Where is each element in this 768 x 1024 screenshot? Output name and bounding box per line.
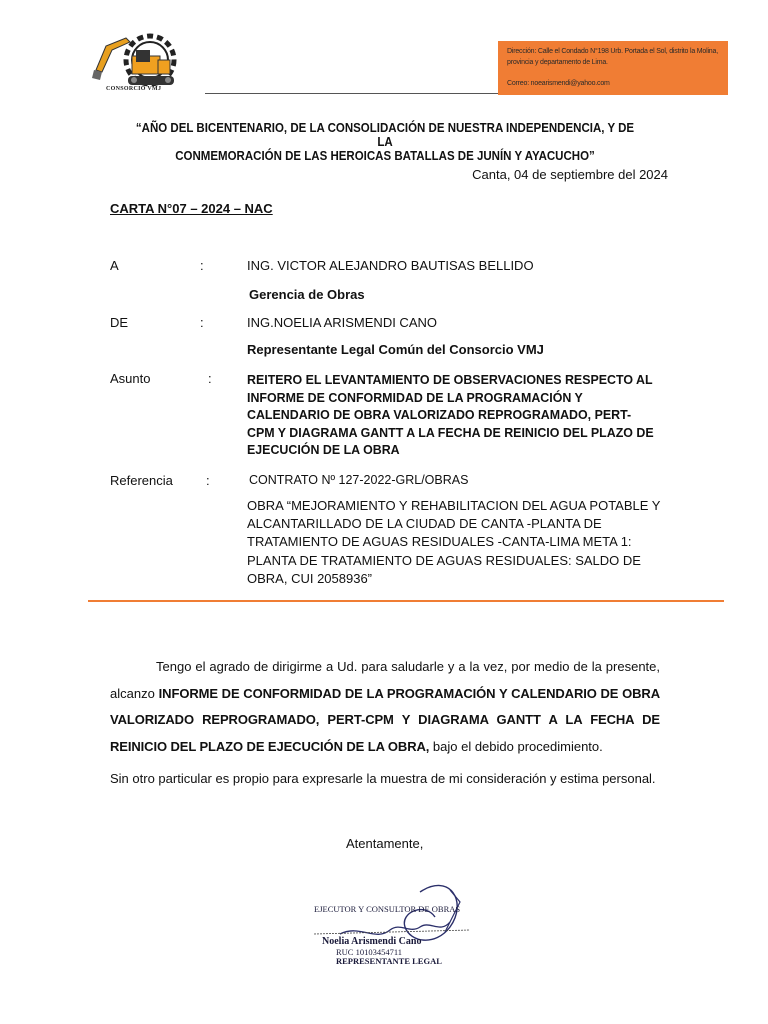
from-value: ING.NOELIA ARISMENDI CANO	[247, 315, 437, 330]
project-description: OBRA “MEJORAMIENTO Y REHABILITACION DEL AGUA POTABLE Y ALCANTARILLADO DE LA CIUDAD DE CANTA -PLANTA DE TRATAMIENTO DE AGUAS RESIDUALES -CANTA-LIMA META 1: PLANTA DE TRATAMIENTO DE AGUAS RESIDUALES: SALDO DE OBRA, CUI 2058936”	[247, 498, 661, 586]
stamp-ruc: RUC 10103454711	[336, 947, 403, 957]
to-value: ING. VICTOR ALEJANDRO BAUTISAS BELLIDO	[247, 258, 534, 273]
body-intro: Tengo el agrado de dirigirme a Ud. para saludarle y a la vez, por medio de la presente, alcanzo	[110, 659, 660, 701]
contact-email: Correo: noearismendi@yahoo.com	[507, 80, 610, 87]
header-divider	[205, 93, 500, 94]
subject-label: Asunto	[110, 371, 151, 386]
letter-number: CARTA N°07 – 2024 – NAC	[110, 201, 273, 216]
stamp-name: Noelia Arismendi Cano	[322, 936, 422, 947]
signature-stamp	[300, 872, 480, 967]
motto-line-1: “AÑO DEL BICENTENARIO, DE LA CONSOLIDACIÓN DE NUESTRA INDEPENDENCIA, Y DE LA	[135, 121, 635, 149]
to-role: Gerencia de Obras	[249, 287, 365, 302]
closing-paragraph: Sin otro particular es propio para expresarle la muestra de mi consideración y estima personal.	[110, 771, 656, 786]
from-colon: :	[200, 315, 204, 330]
contact-province: provincia y departamento de Lima.	[507, 59, 608, 66]
from-role: Representante Legal Común del Consorcio VMJ	[247, 342, 544, 357]
stamp-header: EJECUTOR Y CONSULTOR DE OBRAS	[314, 904, 461, 914]
subject-colon: :	[208, 371, 212, 386]
contact-address: Dirección: Calle el Condado N°198 Urb. Portada el Sol, distrito la Molina,	[507, 48, 718, 55]
reference-label: Referencia	[110, 473, 173, 488]
reference-colon: :	[206, 473, 210, 488]
contact-box	[498, 41, 728, 95]
logo-caption: CONSORCIO VMJ	[106, 86, 162, 92]
body-report-title: INFORME DE CONFORMIDAD DE LA PROGRAMACIÓN Y CALENDARIO DE OBRA VALORIZADO REPROGRAMADO, PERT-CPM Y DIAGRAMA GANTT A LA FECHA DE REINICIO DEL PLAZO DE EJECUCIÓN DE LA OBRA,	[110, 685, 661, 754]
subject-value: REITERO EL LEVANTAMIENTO DE OBSERVACIONES RESPECTO AL INFORME DE CONFORMIDAD DE LA PROGRAMACIÓN Y CALENDARIO DE OBRA VALORIZADO REPROGRAMADO, PERT-CPM Y DIAGRAMA GANTT A LA FECHA DE REINICIO DEL PLAZO DE EJECUCIÓN DE LA OBRA	[247, 372, 654, 458]
closing-salutation: Atentamente,	[346, 836, 424, 851]
official-motto	[132, 121, 638, 163]
from-label: DE	[110, 315, 129, 330]
letter-date: Canta, 04 de septiembre del 2024	[472, 167, 668, 182]
to-label: A	[110, 258, 119, 273]
to-colon: :	[200, 258, 204, 273]
body-paragraph	[110, 654, 660, 760]
body-outro: bajo el debido procedimiento.	[429, 738, 603, 754]
stamp-role: REPRESENTANTE LEGAL	[336, 956, 442, 966]
section-divider	[88, 600, 724, 602]
motto-line-2: CONMEMORACIÓN DE LAS HEROICAS BATALLAS DE JUNÍN Y AYACUCHO”	[175, 149, 595, 163]
reference-value: CONTRATO Nº 127-2022-GRL/OBRAS	[249, 473, 469, 487]
